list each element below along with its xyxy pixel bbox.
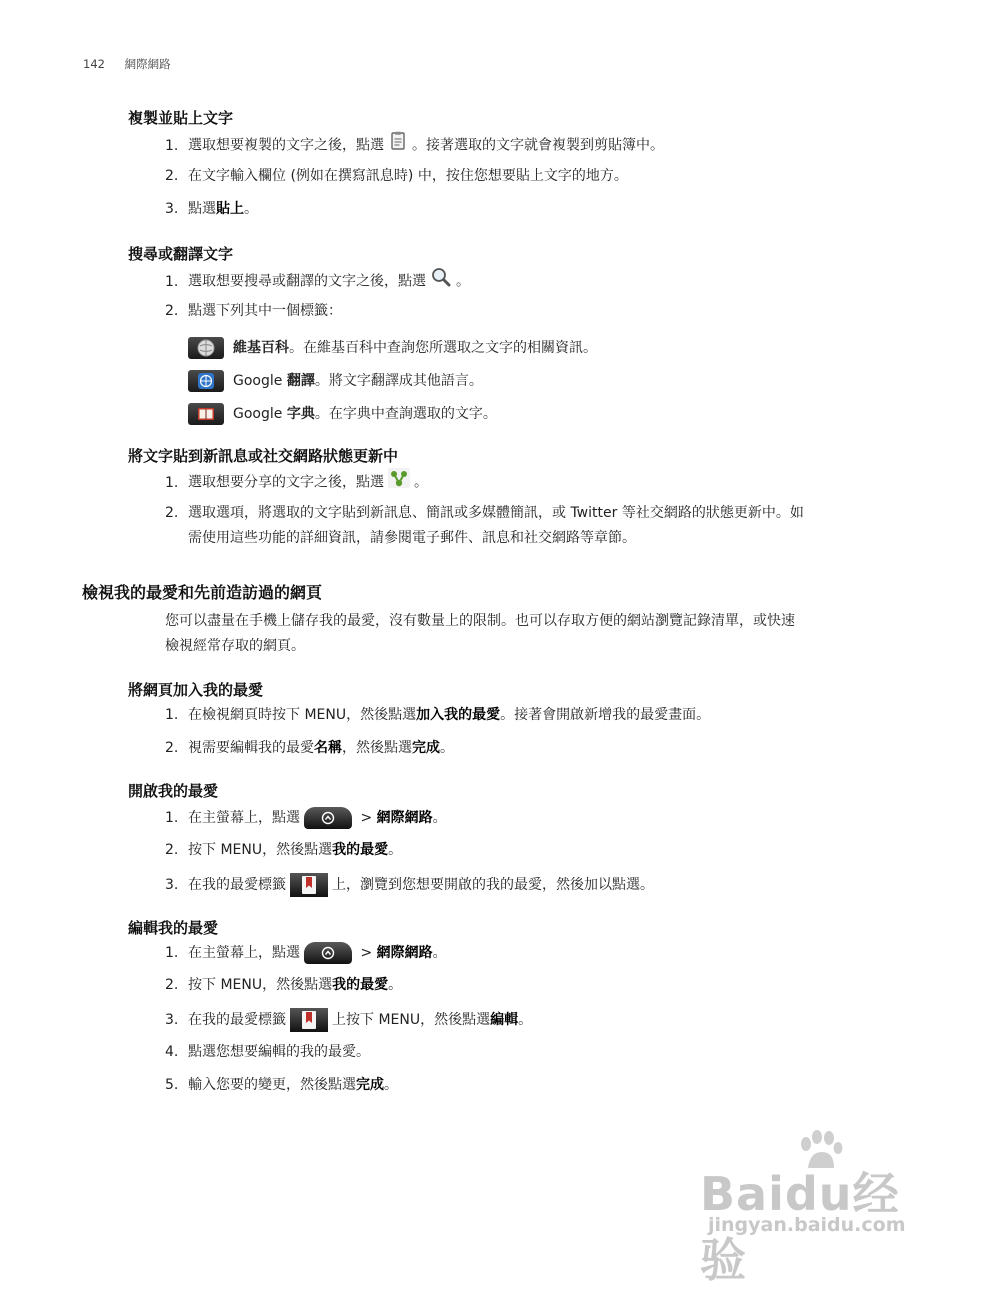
step	[165, 735, 454, 761]
watermark-jingyan: 经验	[700, 1167, 900, 1287]
translate-globe-icon	[188, 370, 224, 392]
tab-prefix: Google	[233, 373, 287, 389]
chapter-title: 網際網路	[124, 57, 171, 71]
paragraph-line-1: 您可以盡量在手機上儲存我的最愛，沒有數量上的限制。也可以存取方便的網站瀏覽記錄清單，或快速	[165, 613, 795, 629]
step	[165, 196, 258, 222]
step	[165, 298, 342, 324]
step-text-2: 。	[244, 201, 258, 217]
step	[165, 872, 654, 898]
watermark-du: du	[784, 1167, 853, 1221]
all-apps-button-icon	[304, 942, 352, 964]
tab-dictionary	[188, 402, 497, 426]
step-text: 在主螢幕上，點選	[188, 810, 300, 826]
step-text-2: 。	[432, 810, 447, 826]
step-number: 2.	[165, 842, 179, 858]
step-number: 1.	[165, 707, 179, 723]
step-text: 點選您想要編輯的我的最愛。	[188, 1044, 370, 1060]
tab-translate	[188, 369, 483, 393]
step-number: 2.	[165, 977, 179, 993]
section-title-search-translate: 搜尋或翻譯文字	[128, 245, 234, 263]
step-number: 2.	[165, 303, 179, 319]
step-text-2: 。接著會開啟新增我的最愛畫面。	[500, 707, 711, 723]
copy-icon	[388, 131, 408, 160]
step-number: 1.	[165, 945, 179, 961]
step-number: 1.	[165, 137, 179, 154]
step	[165, 267, 470, 296]
step-text: 選取想要複製的文字之後，點選	[188, 137, 384, 154]
step	[165, 468, 428, 497]
step-text-3: 。	[440, 740, 454, 756]
dictionary-book-icon	[188, 403, 224, 425]
step-number: 5.	[165, 1077, 179, 1093]
step	[165, 1072, 398, 1098]
section-title-copy-paste: 複製並貼上文字	[128, 109, 234, 127]
step-text: 在我的最愛標籤	[188, 1012, 286, 1028]
section-title-open-bookmark: 開啟我的最愛	[128, 782, 219, 800]
step-text: 點選下列其中一個標籤：	[188, 303, 342, 319]
step	[165, 972, 402, 998]
all-apps-button-icon	[304, 807, 352, 829]
step-number: 2.	[165, 168, 179, 184]
section-title-edit-bookmark: 編輯我的最愛	[128, 919, 219, 937]
step	[165, 131, 664, 160]
bookmark-tab-icon	[290, 873, 328, 897]
step-number: 1.	[165, 273, 179, 290]
step-text: 在文字輸入欄位 (例如在撰寫訊息時) 中，按住您想要貼上文字的地方。	[188, 168, 628, 184]
tab-description: 。在字典中查詢選取的文字。	[314, 406, 497, 422]
step-number: 3.	[165, 201, 179, 217]
step-text-2: 。接著選取的文字就會複製到剪貼簿中。	[412, 137, 664, 154]
step-text-2: 。	[384, 1077, 398, 1093]
step-text-2: 。	[432, 945, 447, 961]
paste-label: 貼上	[216, 201, 244, 217]
bookmark-tab-icon	[290, 1008, 328, 1032]
tab-description: 。在維基百科中查詢您所選取之文字的相關資訊。	[289, 340, 597, 356]
bookmarks-label: 我的最愛	[332, 842, 389, 858]
step-text: 在檢視網頁時按下 MENU，然後點選	[188, 707, 417, 723]
add-bookmark-label: 加入我的最愛	[416, 707, 501, 723]
baidu-watermark	[700, 1130, 940, 1287]
magnifier-icon	[430, 267, 452, 296]
step-gt: >	[356, 810, 377, 826]
internet-label: 網際網路	[376, 810, 433, 826]
share-icon	[388, 468, 410, 497]
step	[165, 837, 402, 863]
section-title-share-text: 將文字貼到新訊息或社交網路狀態更新中	[128, 447, 399, 465]
step	[165, 1039, 370, 1065]
tab-description: 。將文字翻譯成其他語言。	[314, 373, 483, 389]
step-text-line-2: 需使用這些功能的詳細資訊，請參閱電子郵件、訊息和社交網路等章節。	[188, 530, 636, 546]
step-text: 視需要編輯我的最愛	[188, 740, 314, 756]
done-label: 完成	[356, 1077, 384, 1093]
step-number: 1.	[165, 474, 179, 491]
step-text-2: 上按下 MENU，然後點選	[332, 1012, 491, 1028]
step-number: 2.	[165, 505, 179, 521]
step-number: 4.	[165, 1044, 179, 1060]
section-title-bookmarks-history: 檢視我的最愛和先前造訪過的網頁	[82, 583, 323, 602]
watermark-bai: Bai	[700, 1167, 785, 1221]
step-number: 3.	[165, 1012, 179, 1028]
step	[165, 1007, 532, 1033]
edit-label: 編輯	[490, 1012, 519, 1028]
step-text-2: 。	[414, 474, 428, 491]
step	[165, 702, 710, 728]
bookmarks-label: 我的最愛	[332, 977, 389, 993]
step	[165, 163, 628, 189]
tab-label: 字典	[286, 406, 315, 422]
step-text-2: ，然後點選	[342, 740, 412, 756]
step-text: 在我的最愛標籤	[188, 877, 286, 893]
watermark-url: jingyan.baidu.com	[708, 1214, 906, 1236]
step-text: 選取想要分享的文字之後，點選	[188, 474, 384, 491]
step-text-3: 。	[518, 1012, 533, 1028]
page-header	[83, 56, 171, 72]
step-text-2: 。	[388, 842, 403, 858]
step-text: 選取想要搜尋或翻譯的文字之後，點選	[188, 273, 426, 290]
step-text-2: 。	[388, 977, 403, 993]
step-text-2: 。	[456, 273, 470, 290]
step-number: 1.	[165, 810, 179, 826]
step	[165, 940, 447, 966]
step-text: 點選	[188, 201, 216, 217]
tab-wikipedia	[188, 336, 597, 360]
tab-prefix: Google	[233, 406, 287, 422]
step-text-2: 上，瀏覽到您想要開啟的我的最愛，然後加以點選。	[332, 877, 654, 893]
step	[165, 805, 447, 831]
step-text: 按下 MENU，然後點選	[188, 977, 333, 993]
step-gt: >	[356, 945, 377, 961]
done-label: 完成	[412, 740, 440, 756]
tab-label: 翻譯	[286, 373, 315, 389]
step-text: 按下 MENU，然後點選	[188, 842, 333, 858]
internet-label: 網際網路	[376, 945, 433, 961]
step-text-line-1: 選取選項，將選取的文字貼到新訊息、簡訊或多媒體簡訊，或 Twitter 等社交網路的狀態更新中。如	[188, 505, 804, 521]
paragraph-line-2: 檢視經常存取的網頁。	[165, 638, 305, 654]
step	[165, 500, 804, 526]
tab-label: 維基百科	[233, 340, 289, 356]
step-number: 3.	[165, 877, 179, 893]
page-number: 142	[83, 57, 105, 71]
name-label: 名稱	[314, 740, 342, 756]
section-title-add-bookmark: 將網頁加入我的最愛	[128, 681, 264, 699]
step-number: 2.	[165, 740, 179, 756]
wikipedia-icon	[188, 337, 224, 359]
step-text: 輸入您要的變更，然後點選	[188, 1077, 356, 1093]
step-text: 在主螢幕上，點選	[188, 945, 300, 961]
